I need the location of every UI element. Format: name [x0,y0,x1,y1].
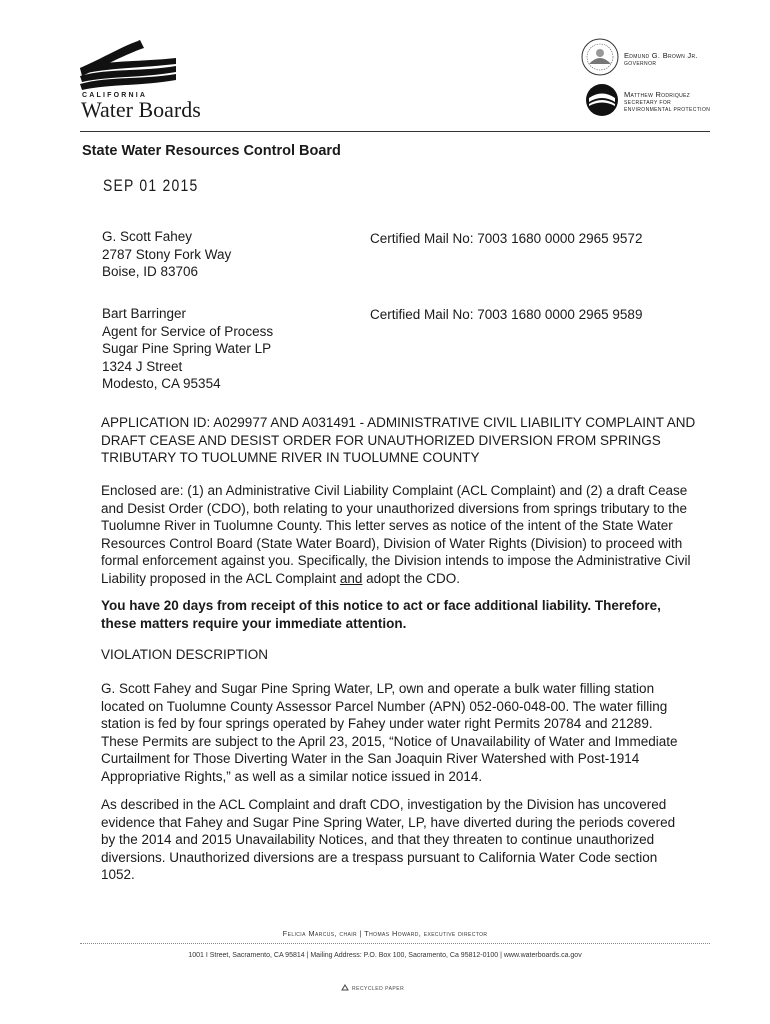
footer-officers: Felicia Marcus, chair | Thomas Howard, executive director [282,929,488,938]
secretary-title-line2: ENVIRONMENTAL PROTECTION [624,107,711,113]
violation-heading: VIOLATION DESCRIPTION [101,647,269,662]
recipient-1-certified-mail: Certified Mail No: 7003 1680 0000 2965 9572 [370,231,643,246]
enclosure-paragraph [101,482,691,588]
footer-divider [80,943,710,944]
state-seal-icon [581,38,619,76]
paragraph-text: Enclosed are: (1) an Administrative Civil Liability Complaint (ACL Complaint) and (2) a draft Cease and Desist Order (CDO), both relating to your unauthorized diversions from springs tributary to the Tuolumne River in Tuolumne County. This letter serves as notice of the intent of the State Water Resources Control Board (State Water Board), Division of Water Rights (Division) to proceed with formal enforcement against you. Specifically, the Division intends to impose the Administrative Civil Liability proposed in the ACL Complaint [101,483,691,586]
secretary-name: Matthew Rodriquez [624,90,690,99]
deadline-notice: You have 20 days from receipt of this notice to act or face additional liability. Therefore, these matters require your immediate attention. [101,598,661,631]
address-line: Agent for Service of Process [102,323,274,339]
letter-date-stamp: SEP 01 2015 [103,176,199,195]
water-boards-logo-icon [78,38,178,90]
logo-state-text: CALIFORNIA [82,92,148,99]
header-divider [80,131,710,132]
address-line: 1324 J Street [102,358,183,374]
recycle-icon [340,984,350,994]
violation-paragraph-2: As described in the ACL Complaint and draft CDO, investigation by the Division has uncovered evidence that Fahey and Sugar Pine Spring Water, LP, have diverted during the periods covered by the 2014 and 2015 Unavailability Notices, and that they threaten to continue unauthorized diversions. Unauthorized diversions are a trespass pursuant to California Water Code section 1052. [101,797,676,883]
recipient-1-address [102,228,231,281]
address-line: Boise, ID 83706 [102,264,199,279]
governor-title: GOVERNOR [624,61,657,67]
calepa-logo-icon [585,83,619,117]
violation-paragraph-1: G. Scott Fahey and Sugar Pine Spring Water, LP, own and operate a bulk water filling station located on Tuolumne County Assessor Parcel Number (APN) 052-060-048-00. The water filling station is fed by four springs operated by Fahey under water right Permits 20784 and 21289. These Permits are subject to the April 23, 2015, “Notice of Unavailability of Water and Immediate Curtailment for Those Diverting Water in the San Joaquin River Watershed with Post-1914 Appropriative Rights,” as well as a similar notice issued in 2014. [101,681,678,784]
logo-name-text: Water Boards [81,97,201,122]
governor-name: Edmund G. Brown Jr. [624,51,698,60]
footer-address: 1001 I Street, Sacramento, CA 95814 | Mailing Address: P.O. Box 100, Sacramento, Ca 95812-0100 | www.waterboards.ca.gov [188,952,582,959]
address-line: 2787 Stony Fork Way [102,246,232,262]
secretary-title-line1: SECRETARY FOR [624,100,672,106]
address-line: Bart Barringer [102,306,187,321]
underlined-word: and [339,570,363,586]
recipient-2-address [102,305,273,393]
subject-line: APPLICATION ID: A029977 AND A031491 - ADMINISTRATIVE CIVIL LIABILITY COMPLAINT AND DRAFT CEASE AND DESIST ORDER FOR UNAUTHORIZED DIVERSION FROM SPRINGS TRIBUTARY TO TUOLUMNE RIVER IN TUOLUMNE COUNTY [101,415,696,466]
address-line: Modesto, CA 95354 [102,376,221,391]
recipient-2-certified-mail: Certified Mail No: 7003 1680 0000 2965 9589 [370,307,643,322]
board-title: State Water Resources Control Board [82,143,341,159]
paragraph-text: adopt the CDO. [362,570,460,586]
address-line: G. Scott Fahey [102,229,193,244]
address-line: Sugar Pine Spring Water LP [102,341,272,356]
footer-recycled: RECYCLED PAPER [352,986,405,992]
